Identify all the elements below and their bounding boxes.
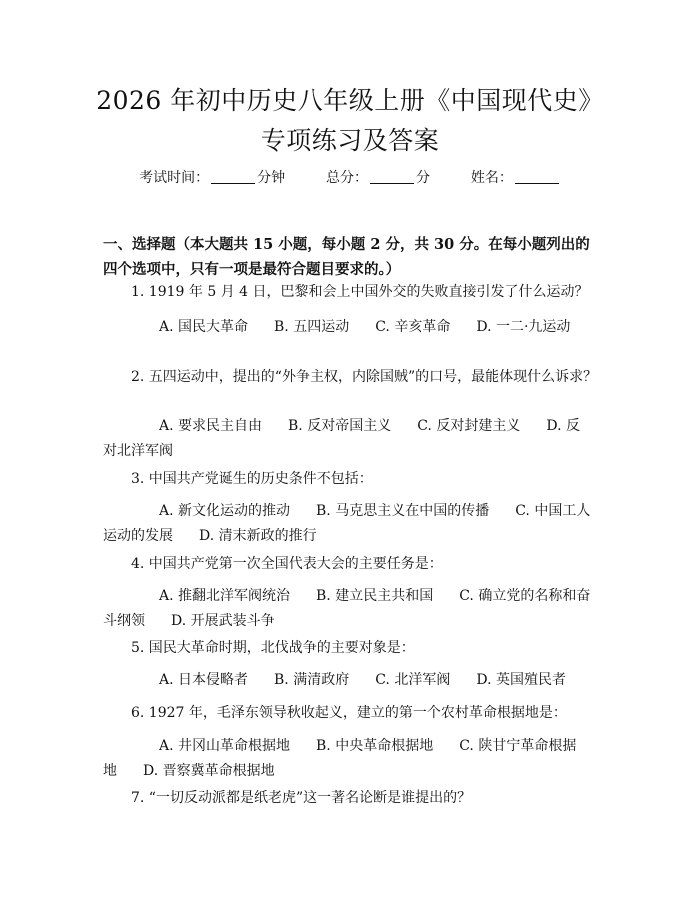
option-d[interactable]: D. 英国殖民者 <box>476 672 566 688</box>
question-text: 6. 1927 年，毛泽东领导秋收起义，建立的第一个农村革命根据地是： <box>131 705 567 721</box>
exam-time-blank[interactable] <box>211 169 255 184</box>
option-b[interactable]: B. 满清政府 <box>274 672 350 688</box>
option-a[interactable]: A. 国民大革命 <box>159 319 249 335</box>
option-d[interactable]: D. 反对北洋军阀 <box>103 418 580 459</box>
question-text: 4. 中国共产党第一次全国代表大会的主要任务是： <box>131 556 443 572</box>
option-d[interactable]: D. 开展武装斗争 <box>171 613 275 629</box>
section-heading: 一、选择题（本大题共 15 小题，每小题 2 分，共 30 分。在每小题列出的四个选项中，只有一项是最符合题目要求的。） <box>103 236 590 278</box>
option-b[interactable]: B. 五四运动 <box>274 319 350 335</box>
option-a[interactable]: A. 推翻北洋军阀统治 <box>159 588 291 604</box>
option-d[interactable]: D. 晋察冀革命根据地 <box>143 763 275 779</box>
option-c[interactable]: C. 确立党的名称和奋斗纲领 <box>103 588 591 629</box>
question-text: 2. 五四运动中，提出的“外争主权，内除国贼”的口号，最能体现什么诉求？ <box>131 369 598 385</box>
document-title-line-2: 专项练习及答案 <box>260 126 440 155</box>
question-options <box>103 584 593 634</box>
option-c[interactable]: C. 陕甘宁革命根据地 <box>103 738 577 779</box>
question-text: 5. 国民大革命时期，北伐战争的主要对象是： <box>131 640 415 656</box>
option-b[interactable]: B. 建立民主共和国 <box>316 588 434 604</box>
question-text: 1. 1919 年 5 月 4 日，巴黎和会上中国外交的失败直接引发了什么运动？ <box>131 284 589 300</box>
option-d[interactable]: D. 清末新政的推行 <box>199 528 317 544</box>
option-a[interactable]: A. 要求民主自由 <box>159 418 263 434</box>
document-title-line-1: 2026 年初中历史八年级上册《中国现代史》 <box>96 86 604 115</box>
exam-score-label: 总分： <box>326 170 368 186</box>
question-options <box>103 734 593 784</box>
question-options <box>103 499 593 549</box>
question-text: 7. “一切反动派都是纸老虎”这一著名论断是谁提出的？ <box>131 790 472 806</box>
exam-time-label: 考试时间： <box>139 170 210 186</box>
exam-name-label: 姓名： <box>470 170 513 186</box>
option-b[interactable]: B. 中央革命根据地 <box>316 738 434 754</box>
option-c[interactable]: C. 辛亥革命 <box>375 319 451 335</box>
option-b[interactable]: B. 反对帝国主义 <box>288 418 392 434</box>
option-a[interactable]: A. 新文化运动的推动 <box>159 503 291 519</box>
question-options <box>103 668 593 693</box>
exam-info-row <box>0 168 700 188</box>
option-b[interactable]: B. 马克思主义在中国的传播 <box>316 503 490 519</box>
option-d[interactable]: D. 一二·九运动 <box>476 319 571 335</box>
option-a[interactable]: A. 日本侵略者 <box>159 672 249 688</box>
option-c[interactable]: C. 中国工人运动的发展 <box>103 503 591 544</box>
exam-score-unit: 分 <box>416 170 430 186</box>
option-c[interactable]: C. 反对封建主义 <box>417 418 521 434</box>
question-options <box>103 315 593 340</box>
exam-time-unit: 分钟 <box>257 170 286 186</box>
exam-name-blank[interactable] <box>515 169 559 184</box>
exam-score-blank[interactable] <box>370 169 414 184</box>
option-c[interactable]: C. 北洋军阀 <box>375 672 451 688</box>
question-text: 3. 中国共产党诞生的历史条件不包括： <box>131 471 373 487</box>
question-options <box>103 414 593 464</box>
option-a[interactable]: A. 井冈山革命根据地 <box>159 738 291 754</box>
